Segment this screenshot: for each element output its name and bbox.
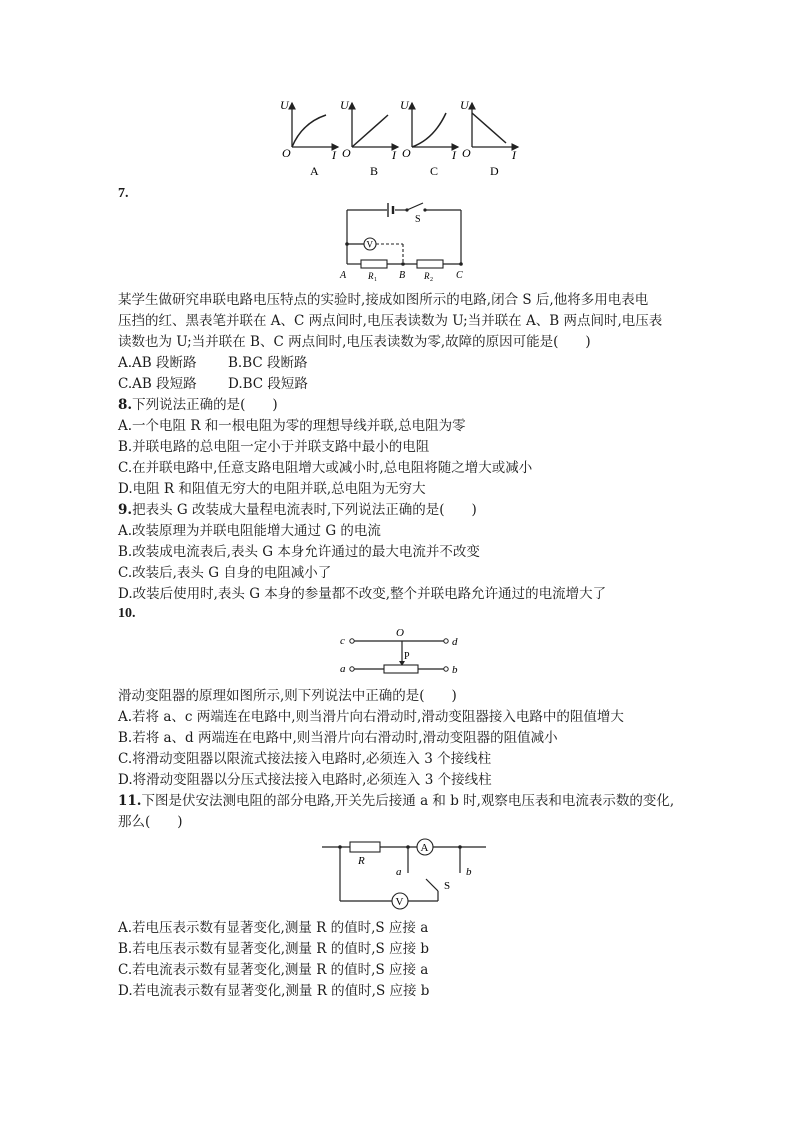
- q8-option-a: A.一个电阻 R 和一根电阻为零的理想导线并联,总电阻为零: [118, 418, 466, 434]
- graph-d-u-label: U: [460, 98, 469, 112]
- q10-label-p: P: [404, 651, 410, 662]
- graph-a: [280, 98, 338, 178]
- q9-option-a: A.改装原理为并联电阻能增大通过 G 的电流: [118, 523, 381, 539]
- q11-ammeter-label: A: [420, 842, 429, 854]
- graph-a-origin: O: [282, 146, 291, 160]
- q7-r1-sub: 1: [374, 277, 377, 283]
- q7-option-a: A.AB 段断路: [118, 355, 197, 371]
- graph-d-caption: D: [490, 164, 499, 178]
- graph-c: [400, 98, 458, 178]
- graph-b: [340, 98, 398, 178]
- q9-option-c: C.改装后,表头 G 自身的电阻减小了: [118, 565, 332, 581]
- q9-option-b: B.改装成电流表后,表头 G 本身允许通过的最大电流并不改变: [118, 544, 480, 560]
- q11-circuit-figure: [320, 833, 490, 918]
- graph-c-i-label: I: [452, 148, 456, 162]
- q11-voltmeter-label: V: [395, 896, 404, 908]
- graph-b-caption: B: [370, 164, 379, 178]
- graph-a-caption: A: [310, 164, 319, 178]
- graph-a-i-label: I: [332, 148, 336, 162]
- q7-circuit-figure: [335, 198, 475, 286]
- q11-option-d: D.若电流表示数有显著变化,测量 R 的值时,S 应接 b: [118, 983, 430, 999]
- q11-resistor-label: R: [358, 855, 365, 867]
- q10-rheostat-figure: [338, 626, 468, 684]
- q7-stem-line1: 某学生做研究串联电路电压特点的实验时,接成如图所示的电路,闭合 S 后,他将多用电表电: [118, 292, 649, 308]
- graph-b-u-label: U: [340, 98, 349, 112]
- q10-label-a: a: [340, 663, 346, 675]
- q8-number: 8.: [118, 397, 133, 413]
- graph-d-i-label: I: [512, 148, 516, 162]
- graph-c-u-label: U: [400, 98, 409, 112]
- q7-stem-line2: 压挡的红、黑表笔并联在 A、C 两点间时,电压表读数为 U;当并联在 A、B 两点间时,电压表: [118, 313, 663, 329]
- q11-stem-line2: 那么( ): [118, 814, 183, 830]
- q9-option-d: D.改装后使用时,表头 G 本身的参量都不改变,整个并联电路允许通过的电流增大了: [118, 586, 607, 602]
- q7-number: 7.: [118, 186, 129, 201]
- q11-number: 11.: [118, 793, 142, 809]
- ui-graph-set: [270, 95, 540, 185]
- graph-a-u-label: U: [280, 98, 289, 112]
- q9-number: 9.: [118, 502, 133, 518]
- q8-option-b: B.并联电路的总电阻一定小于并联支路中最小的电阻: [118, 439, 430, 455]
- q10-stem: 滑动变阻器的原理如图所示,则下列说法中正确的是( ): [118, 688, 457, 704]
- q7-option-b: B.BC 段断路: [228, 355, 308, 371]
- graph-c-caption: C: [430, 164, 439, 178]
- q7-node-b: B: [399, 270, 406, 281]
- q10-option-d: D.将滑动变阻器以分压式接法接入电路时,必须连入 3 个接线柱: [118, 772, 492, 788]
- q10-option-b: B.若将 a、d 两端连在电路中,则当滑片向右滑动时,滑动变阻器的阻值减小: [118, 730, 558, 746]
- q9-stem-row: [118, 500, 477, 520]
- q11-label-b: b: [466, 866, 472, 878]
- q10-number: 10.: [118, 606, 136, 621]
- q7-switch-label: S: [415, 214, 421, 225]
- q9-stem: 把表头 G 改装成大量程电流表时,下列说法正确的是( ): [132, 502, 477, 518]
- q8-stem-row: [118, 395, 278, 415]
- q11-option-c: C.若电流表示数有显著变化,测量 R 的值时,S 应接 a: [118, 962, 429, 978]
- q10-option-c: C.将滑动变阻器以限流式接法接入电路时,必须连入 3 个接线柱: [118, 751, 492, 767]
- q11-label-a: a: [396, 866, 402, 878]
- q7-stem-line3: 读数也为 U;当并联在 B、C 两点间时,电压表读数为零,故障的原因可能是( ): [118, 334, 591, 350]
- graph-d: [460, 98, 518, 178]
- graph-b-origin: O: [342, 146, 351, 160]
- q10-label-b: b: [452, 664, 458, 676]
- q10-label-c: c: [340, 635, 345, 647]
- q7-option-c: C.AB 段短路: [118, 376, 197, 392]
- q10-option-a: A.若将 a、c 两端连在电路中,则当滑片向右滑动时,滑动变阻器接入电路中的阻值增大: [118, 709, 624, 725]
- graph-b-i-label: I: [392, 148, 396, 162]
- q8-option-c: C.在并联电路中,任意支路电阻增大或减小时,总电阻将随之增大或减小: [118, 460, 533, 476]
- q7-option-d: D.BC 段短路: [228, 376, 308, 392]
- q7-r2-label: R: [424, 271, 430, 281]
- q8-option-d: D.电阻 R 和阻值无穷大的电阻并联,总电阻为无穷大: [118, 481, 426, 497]
- q10-label-o: O: [396, 627, 404, 639]
- q7-r1-label: R: [368, 271, 374, 281]
- q7-r2-sub: 2: [430, 277, 433, 283]
- q8-stem: 下列说法正确的是( ): [132, 397, 278, 413]
- q11-stem-row1: [118, 791, 674, 811]
- q11-switch-label: S: [444, 880, 451, 892]
- q7-node-a: A: [340, 270, 347, 281]
- q11-option-a: A.若电压表示数有显著变化,测量 R 的值时,S 应接 a: [118, 920, 429, 936]
- q7-voltmeter-label: V: [366, 239, 373, 250]
- graph-c-origin: O: [402, 146, 411, 160]
- q7-node-c: C: [456, 270, 463, 281]
- q10-label-d: d: [452, 636, 458, 648]
- q11-option-b: B.若电压表示数有显著变化,测量 R 的值时,S 应接 b: [118, 941, 430, 957]
- q11-stem-line1: 下图是伏安法测电阻的部分电路,开关先后接通 a 和 b 时,观察电压表和电流表示数的变化,: [141, 793, 675, 809]
- graph-d-origin: O: [462, 146, 471, 160]
